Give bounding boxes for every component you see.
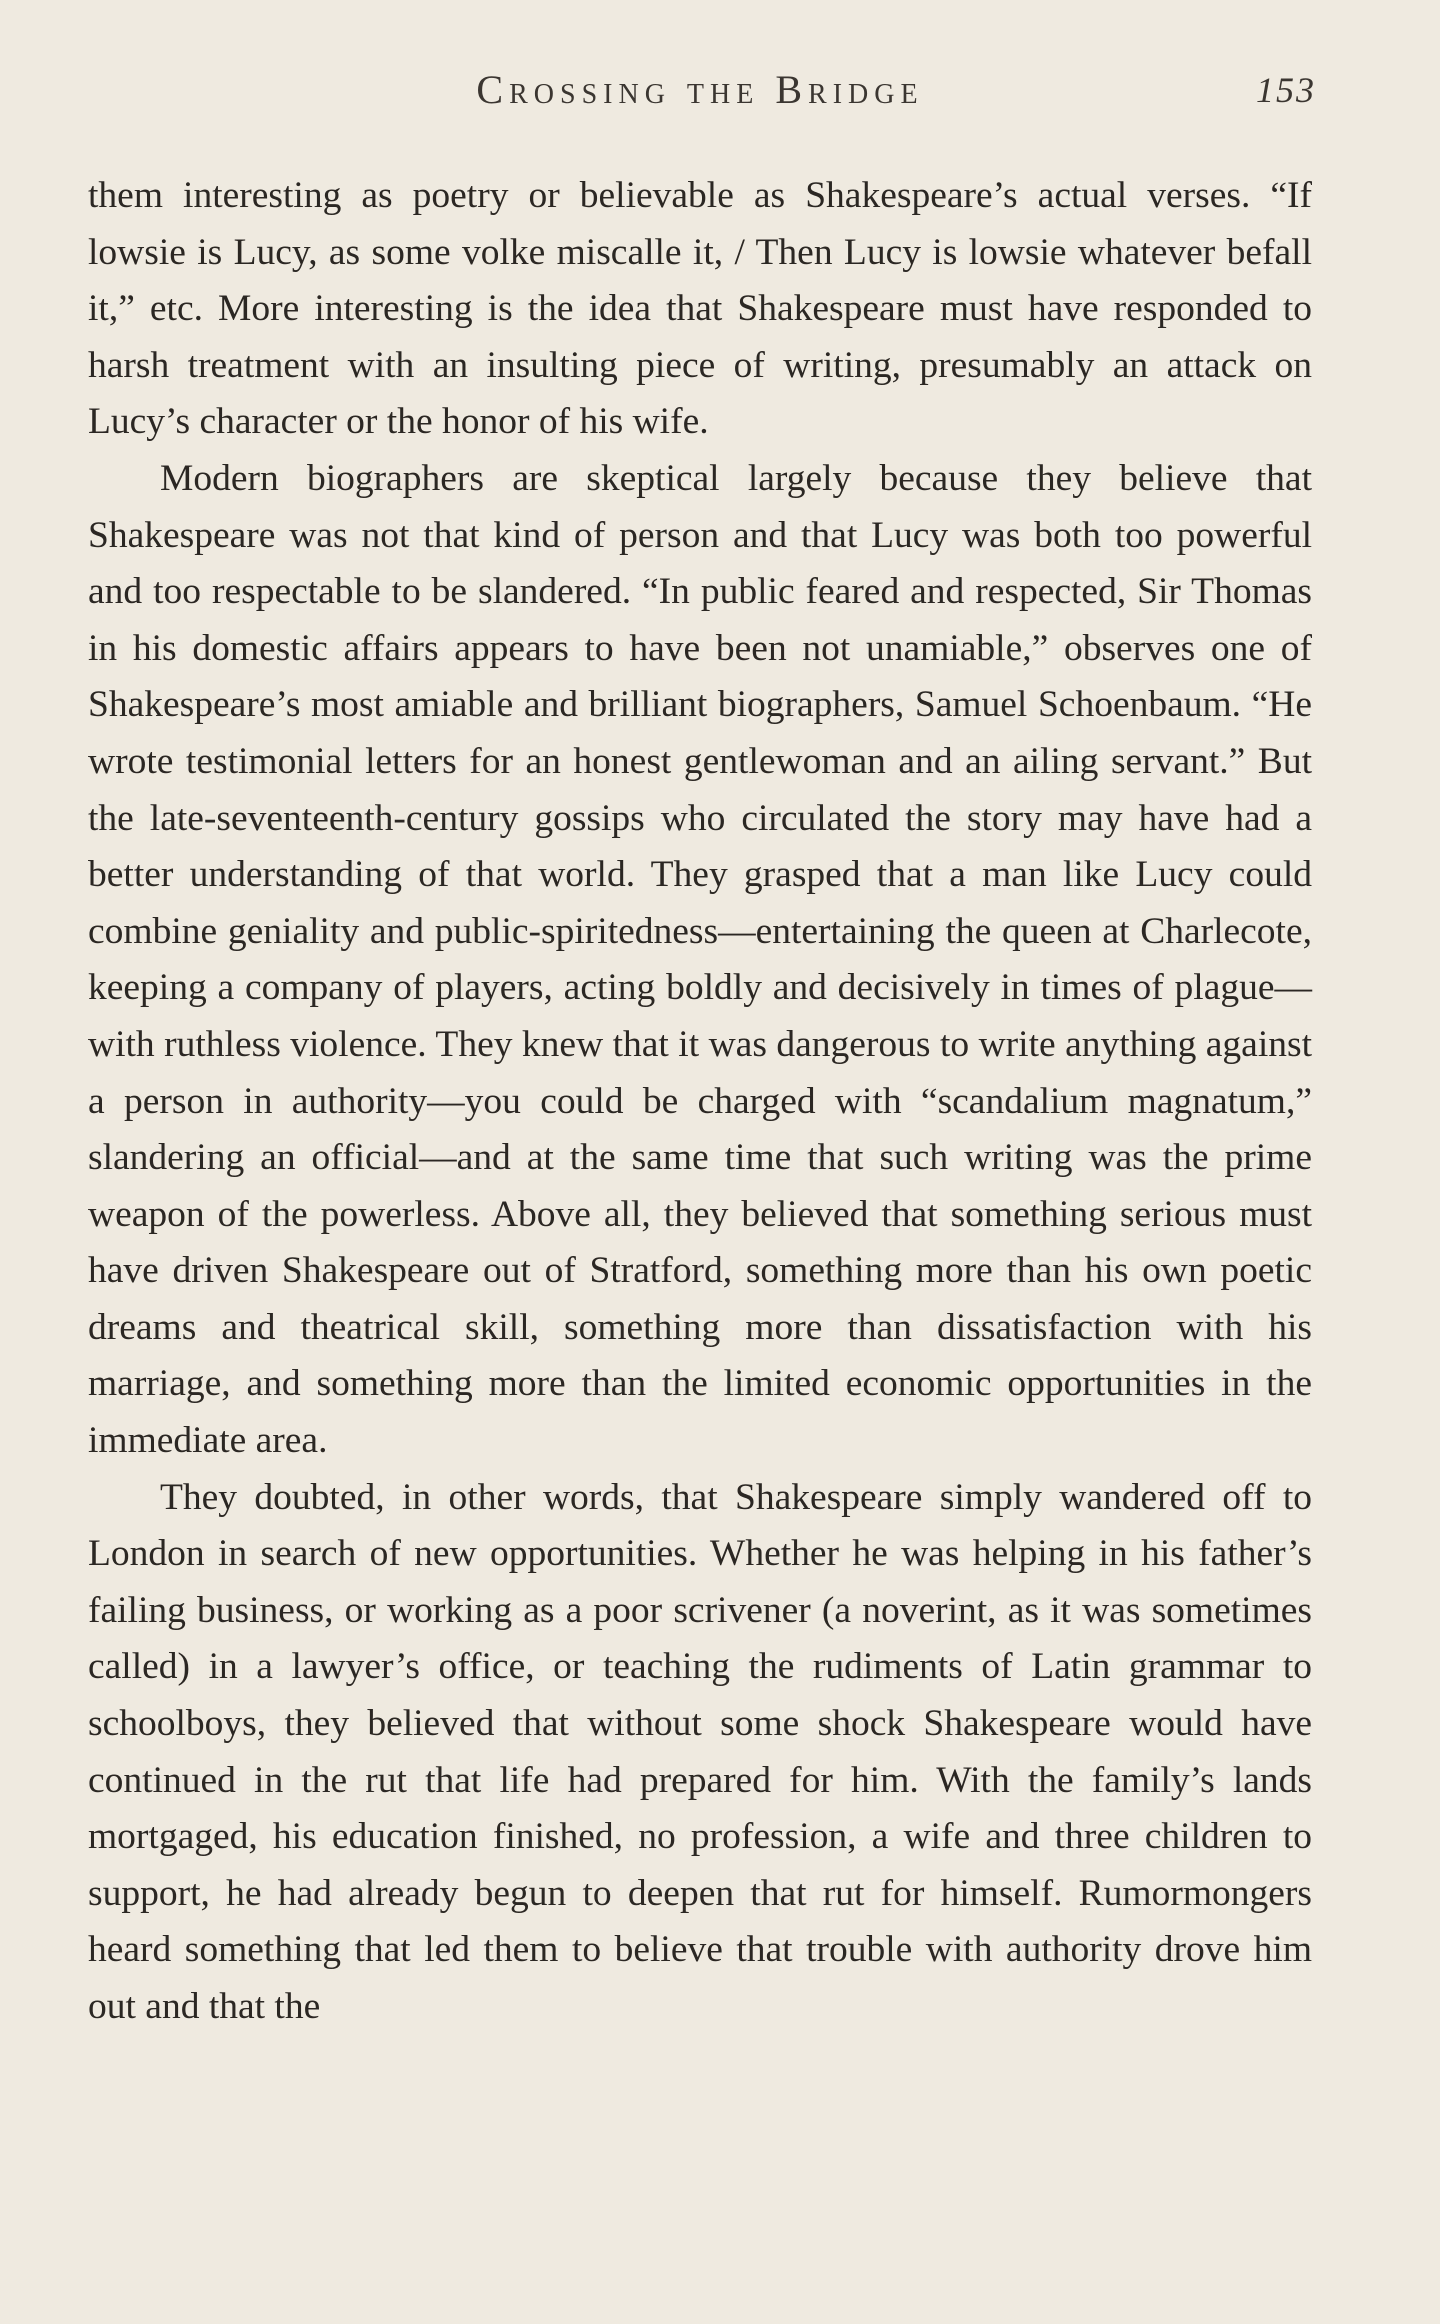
page-number: 153 (1256, 70, 1316, 110)
body-text (88, 168, 1312, 2036)
running-head (88, 64, 1316, 116)
paragraph-modern-biographers: Modern biographers are skeptical largely because they believe that Shakespeare was not that kind of person and that Lucy was both too powerful and too respectable to be slandered. “In public feared and respected, Sir Thomas in his domestic affairs appears to have been not unamiable,” observes one of Shakespeare’s most amiable and brilliant biographers, Samuel Schoenbaum. “He wrote testimonial letters for an honest gentlewoman and an ailing servant.” But the late-seventeenth-century gossips who circulated the story may have had a better understanding of that world. They grasped that a man like Lucy could combine geniality and public-spiritedness—entertaining the queen at Charlecote, keeping a company of players, acting boldly and decisively in times of plague—with ruthless violence. They knew that it was dangerous to write anything against a person in authority—you could be charged with “scandalium magnatum,” slandering an official—and at the same time that such writing was the prime weapon of the powerless. Above all, they believed that something serious must have driven Shakespeare out of Stratford, something more than his own poetic dreams and theatrical skill, something more than dissatisfaction with his marriage, and something more than the limited economic opportunities in the immediate area. (88, 457, 1312, 1462)
paragraph-continuation: them interesting as poetry or believable as Shakespeare’s actual verses. “If lowsie is Lucy, as some volke miscalle it, / Then Lucy is lowsie whatever befall it,” etc. More interesting is the idea that Shakespeare must have responded to harsh treatment with an insulting piece of writing, presumably an attack on Lucy’s character or the honor of his wife. (88, 175, 1312, 443)
running-title: Crossing the Bridge (476, 67, 924, 112)
paragraph-they-doubted: They doubted, in other words, that Shakespeare simply wandered off to London in search of new opportunities. Whether he was helping in his father’s failing business, or working as a poor scrivener (a noverint, as it was sometimes called) in a lawyer’s office, or teaching the rudiments of Latin grammar to schoolboys, they believed that without some shock Shakespeare would have continued in the rut that life had prepared for him. With the family’s lands mortgaged, his education finished, no profession, a wife and three children to support, he had already begun to deepen that rut for himself. Rumormongers heard something that led them to believe that trouble with authority drove him out and that the (88, 1476, 1312, 2027)
